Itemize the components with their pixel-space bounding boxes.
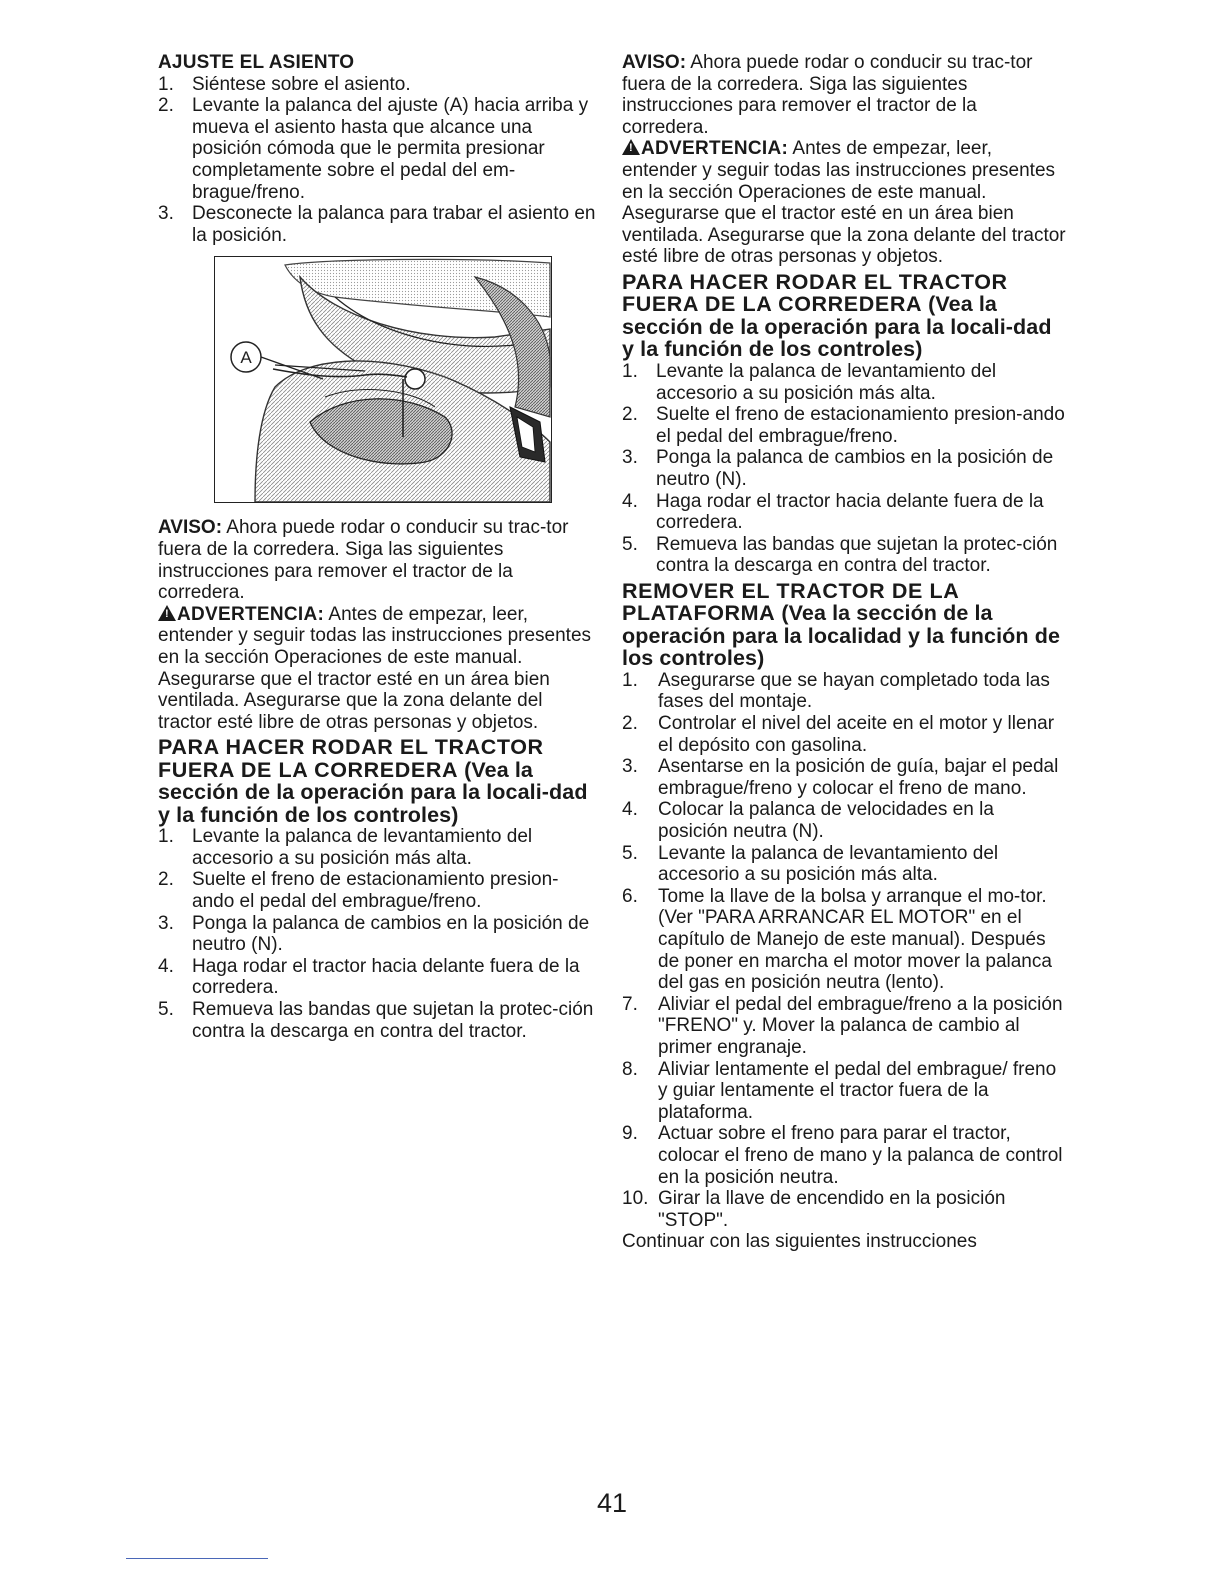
step-text: Levante la palanca de levantamiento del accesorio a su posición más alta. — [192, 826, 533, 869]
seat-steps — [158, 74, 598, 247]
platform-heading-rest: (Vea la sección de la operación para la localidad y la función de los controles) — [622, 601, 1060, 671]
step-text: Remueva las bandas que sujetan la protec-ción contra la descarga en contra del tractor. — [192, 999, 594, 1042]
seat-adjust-figure — [214, 256, 552, 503]
step-text: Girar la llave de encendido en la posición "STOP". — [658, 1188, 1006, 1231]
list-item — [158, 203, 598, 246]
callout-label: A — [240, 348, 252, 368]
step-text: Ponga la palanca de cambios en la posición de neutro (N). — [192, 912, 590, 956]
step-text: Tome la llave de la bolsa y arranque el mo-tor. (Ver "PARA ARRANCAR EL MOTOR" en el capítulo de Manejo de este manual). Después de poner en marcha el motor mover la palanca del gas en posición neutra (lento). — [658, 885, 1052, 994]
list-item — [622, 799, 1067, 842]
step-text: Levante la palanca del ajuste (A) hacia arriba y mueva el asiento hasta que alcance una posición cómoda que le permita presionar completamente sobre el pedal del em-brague/freno. — [192, 95, 589, 203]
list-item — [622, 534, 1067, 577]
roll-steps — [158, 826, 598, 1042]
notice-paragraph — [158, 517, 598, 603]
step-number: 4. — [622, 799, 638, 821]
step-text: Siéntese sobre el asiento. — [192, 73, 411, 95]
warning-text: Antes de empezar, leer, entender y seguir todas las instrucciones presentes en la sección Operaciones de este manual. Asegurarse que el tractor esté en un área bien ventilada. Asegurarse que la zona delante del tractor esté libre de otras personas y objetos. — [622, 138, 1066, 268]
notice-text: Ahora puede rodar o conducir su trac-tor fuera de la corredera. Siga las siguientes instrucciones para remover el tractor de la corredera. — [158, 517, 569, 604]
list-item — [622, 491, 1067, 534]
roll-heading-caps: PARA HACER RODAR EL TRACTOR FUERA DE LA CORREDERA — [158, 735, 544, 782]
seat-lever-illustration — [215, 257, 551, 502]
roll-steps — [622, 361, 1067, 577]
step-text: Asentarse en la posición de guía, bajar el pedal embrague/freno y colocar el freno de mano. — [658, 756, 1059, 799]
roll-heading-caps: PARA HACER RODAR EL TRACTOR FUERA DE LA CORREDERA — [622, 269, 1008, 317]
step-number: 7. — [622, 993, 638, 1015]
list-item — [158, 913, 598, 956]
step-text: Controlar el nivel del aceite en el motor y llenar el depósito con gasolina. — [658, 713, 1055, 756]
step-text: Suelte el freno de estacionamiento presion-ando el pedal del embrague/freno. — [192, 869, 559, 913]
step-text: Haga rodar el tractor hacia delante fuera de la corredera. — [192, 955, 580, 999]
notice-text: Ahora puede rodar o conducir su trac-tor fuera de la corredera. Siga las siguientes instrucciones para remover el tractor de la corredera. — [622, 52, 1033, 138]
step-text: Aliviar lentamente el pedal del embrague/ freno y guiar lentamente el tractor fuera de la plataforma. — [658, 1058, 1057, 1123]
step-text: Levante la palanca de levantamiento del accesorio a su posición más alta. — [656, 360, 997, 404]
platform-heading — [622, 580, 1067, 670]
warning-icon — [158, 605, 176, 621]
list-item — [622, 994, 1067, 1059]
step-number: 2. — [158, 869, 174, 891]
step-number: 1. — [622, 360, 638, 382]
roll-heading-rest: (Vea la sección de la operación para la locali-dad y la función de los controles) — [158, 757, 588, 827]
roll-heading — [158, 736, 598, 826]
list-item — [622, 1123, 1067, 1188]
notice-label: AVISO: — [158, 517, 223, 539]
list-item — [158, 74, 598, 96]
warning-paragraph — [158, 604, 598, 734]
list-item — [158, 956, 598, 999]
warning-label: ADVERTENCIA: — [177, 603, 325, 625]
notice-label: AVISO: — [622, 52, 687, 73]
step-number: 2. — [622, 713, 638, 735]
step-number: 9. — [622, 1123, 638, 1145]
warning-label: ADVERTENCIA: — [641, 138, 789, 160]
list-item — [622, 447, 1067, 490]
warning-paragraph — [622, 138, 1067, 268]
list-item — [622, 843, 1067, 886]
list-item — [622, 1188, 1067, 1231]
step-number: 2. — [622, 404, 638, 426]
continue-text: Continuar con las siguientes instrucciones — [622, 1231, 977, 1253]
warning-text: Antes de empezar, leer, entender y seguir todas las instrucciones presentes en la sección Operaciones de este manual. Asegurarse que el tractor esté en un área bien ventilada. Asegurarse que la zona delante del tractor esté libre de otras personas y objetos. — [158, 603, 592, 733]
step-number: 1. — [158, 826, 174, 848]
step-number: 3. — [158, 912, 174, 934]
right-column — [622, 52, 1067, 1253]
list-item — [622, 1059, 1067, 1124]
list-item — [622, 361, 1067, 404]
step-number: 1. — [622, 669, 638, 691]
roll-heading — [622, 271, 1067, 361]
list-item — [158, 95, 598, 203]
step-text: Aliviar el pedal del embrague/freno a la posición "FRENO" y. Mover la palanca de cambio al primer engranaje. — [658, 993, 1063, 1058]
step-number: 5. — [622, 842, 638, 864]
list-item — [622, 756, 1067, 799]
list-item — [158, 826, 598, 869]
step-number: 5. — [158, 999, 174, 1021]
step-number: 6. — [622, 885, 638, 907]
step-text: Asegurarse que se hayan completado toda las fases del montaje. — [658, 669, 1050, 713]
step-text: Colocar la palanca de velocidades en la posición neutra (N). — [658, 799, 994, 843]
list-item — [622, 886, 1067, 994]
left-column — [158, 52, 598, 1042]
list-item — [158, 869, 598, 912]
step-number: 5. — [622, 533, 638, 555]
roll-heading-rest: (Vea la sección de la operación para la locali-dad y la función de los controles) — [622, 292, 1052, 362]
step-number: 8. — [622, 1058, 638, 1080]
list-item — [622, 670, 1067, 713]
footer-rule — [126, 1558, 268, 1559]
step-text: Remueva las bandas que sujetan la protec-ción contra la descarga en contra del tractor. — [656, 533, 1058, 577]
step-number: 3. — [158, 203, 174, 225]
page-number: 41 — [596, 1488, 628, 1518]
step-number: 2. — [158, 95, 174, 117]
list-item — [622, 713, 1067, 756]
step-number: 1. — [158, 73, 174, 95]
list-item — [158, 999, 598, 1042]
step-number: 3. — [622, 756, 638, 778]
seat-heading: AJUSTE EL ASIENTO — [158, 52, 355, 73]
step-text: Levante la palanca de levantamiento del accesorio a su posición más alta. — [658, 842, 999, 886]
notice-paragraph — [622, 52, 1067, 138]
platform-heading-caps: REMOVER EL TRACTOR DE LA PLATAFORMA — [622, 578, 959, 626]
step-number: 4. — [158, 955, 174, 977]
platform-steps — [622, 670, 1067, 1231]
step-number: 3. — [622, 447, 638, 469]
step-text: Desconecte la palanca para trabar el asiento en la posición. — [192, 203, 596, 246]
step-text: Haga rodar el tractor hacia delante fuera de la corredera. — [656, 490, 1044, 534]
list-item — [622, 404, 1067, 447]
step-number: 4. — [622, 490, 638, 512]
warning-icon — [622, 139, 640, 155]
step-text: Ponga la palanca de cambios en la posición de neutro (N). — [656, 447, 1054, 490]
step-text: Actuar sobre el freno para parar el tractor, colocar el freno de mano y la palanca de control en la posición neutra. — [658, 1123, 1063, 1188]
step-number: 10. — [622, 1188, 649, 1210]
step-text: Suelte el freno de estacionamiento presion-ando el pedal del embrague/freno. — [656, 404, 1065, 447]
